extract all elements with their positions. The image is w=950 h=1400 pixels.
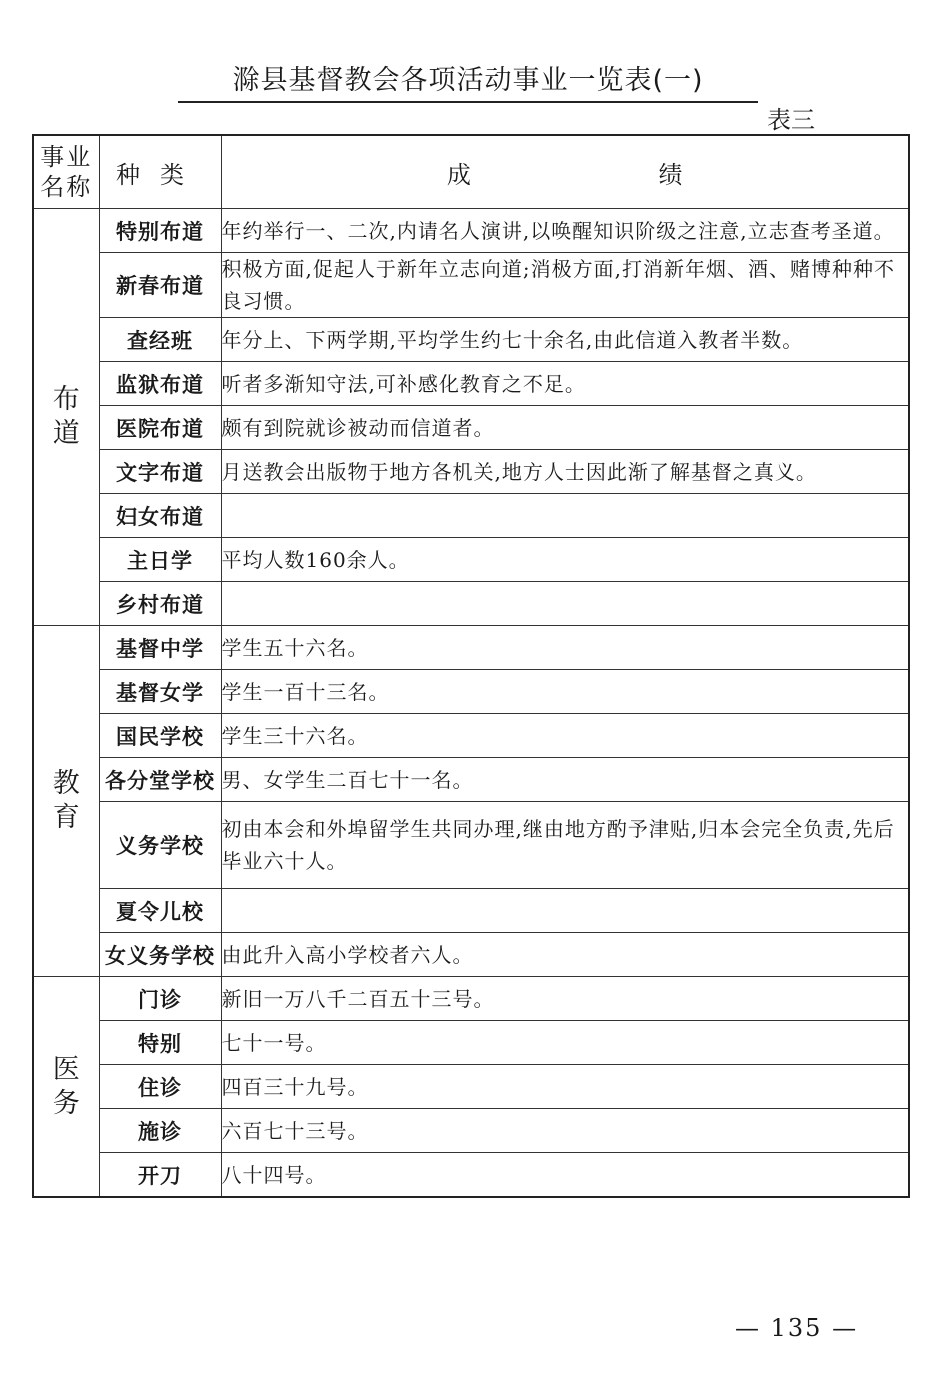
kind-cell: 住诊 — [99, 1065, 221, 1109]
category-education — [33, 626, 99, 977]
table-row — [33, 1153, 909, 1198]
table-number: 表三 — [767, 106, 815, 134]
table-row — [33, 494, 909, 538]
result-cell: 男、女学生二百七十一名。 — [221, 758, 909, 802]
result-cell: 新旧一万八千二百五十三号。 — [221, 977, 909, 1021]
table-row — [33, 933, 909, 977]
result-cell: 学生五十六名。 — [221, 626, 909, 670]
table-row — [33, 977, 909, 1021]
result-cell: 年约举行一、二次,内请名人演讲,以唤醒知识阶级之注意,立志查考圣道。 — [221, 209, 909, 253]
activities-table — [32, 134, 910, 1198]
table-row — [33, 1109, 909, 1153]
kind-cell: 文字布道 — [99, 450, 221, 494]
table-row — [33, 1021, 909, 1065]
table-row — [33, 1065, 909, 1109]
document-title: 滁县基督教会各项活动事业一览表(一) — [178, 58, 758, 103]
kind-cell: 基督女学 — [99, 670, 221, 714]
table-row — [33, 714, 909, 758]
table-row — [33, 582, 909, 626]
table-row — [33, 318, 909, 362]
table-row — [33, 253, 909, 318]
table-row — [33, 889, 909, 933]
table-row — [33, 406, 909, 450]
kind-cell: 门诊 — [99, 977, 221, 1021]
table-row — [33, 209, 909, 253]
header-kind: 种类 — [99, 135, 221, 209]
category-label: 教育 — [52, 768, 80, 833]
result-cell: 积极方面,促起人于新年立志向道;消极方面,打消新年烟、酒、赌博种种不良习惯。 — [221, 253, 909, 318]
table-row — [33, 670, 909, 714]
result-cell: 四百三十九号。 — [221, 1065, 909, 1109]
result-cell — [221, 889, 909, 933]
kind-cell: 国民学校 — [99, 714, 221, 758]
result-cell: 月送教会出版物于地方各机关,地方人士因此渐了解基督之真义。 — [221, 450, 909, 494]
kind-cell: 医院布道 — [99, 406, 221, 450]
result-cell: 六百七十三号。 — [221, 1109, 909, 1153]
table-header-row — [33, 135, 909, 209]
kind-cell: 各分堂学校 — [99, 758, 221, 802]
table-row — [33, 802, 909, 889]
header-name: 事业名称 — [33, 135, 99, 209]
kind-cell: 特别布道 — [99, 209, 221, 253]
result-cell: 学生三十六名。 — [221, 714, 909, 758]
kind-cell: 查经班 — [99, 318, 221, 362]
table-row — [33, 538, 909, 582]
result-cell: 初由本会和外埠留学生共同办理,继由地方酌予津贴,归本会完全负责,先后毕业六十人。 — [221, 802, 909, 889]
result-cell: 平均人数160余人。 — [221, 538, 909, 582]
category-medical — [33, 977, 99, 1198]
kind-cell: 主日学 — [99, 538, 221, 582]
result-cell — [221, 582, 909, 626]
kind-cell: 妇女布道 — [99, 494, 221, 538]
result-cell: 年分上、下两学期,平均学生约七十余名,由此信道入教者半数。 — [221, 318, 909, 362]
kind-cell: 乡村布道 — [99, 582, 221, 626]
result-cell: 七十一号。 — [221, 1021, 909, 1065]
result-cell: 颇有到院就诊被动而信道者。 — [221, 406, 909, 450]
kind-cell: 开刀 — [99, 1153, 221, 1198]
result-cell — [221, 494, 909, 538]
result-cell: 听者多渐知守法,可补感化教育之不足。 — [221, 362, 909, 406]
table-row — [33, 450, 909, 494]
table-row — [33, 362, 909, 406]
table-row — [33, 626, 909, 670]
header-result: 成 绩 — [221, 135, 909, 209]
table-row — [33, 758, 909, 802]
kind-cell: 监狱布道 — [99, 362, 221, 406]
page-number: — 135 — — [735, 1314, 859, 1342]
category-label: 布道 — [52, 384, 80, 449]
category-preaching — [33, 209, 99, 626]
result-cell: 八十四号。 — [221, 1153, 909, 1198]
kind-cell: 新春布道 — [99, 253, 221, 318]
kind-cell: 施诊 — [99, 1109, 221, 1153]
result-cell: 由此升入高小学校者六人。 — [221, 933, 909, 977]
kind-cell: 夏令儿校 — [99, 889, 221, 933]
kind-cell: 女义务学校 — [99, 933, 221, 977]
result-cell: 学生一百十三名。 — [221, 670, 909, 714]
category-label: 医务 — [52, 1053, 80, 1119]
kind-cell: 特别 — [99, 1021, 221, 1065]
kind-cell: 基督中学 — [99, 626, 221, 670]
kind-cell: 义务学校 — [99, 802, 221, 889]
